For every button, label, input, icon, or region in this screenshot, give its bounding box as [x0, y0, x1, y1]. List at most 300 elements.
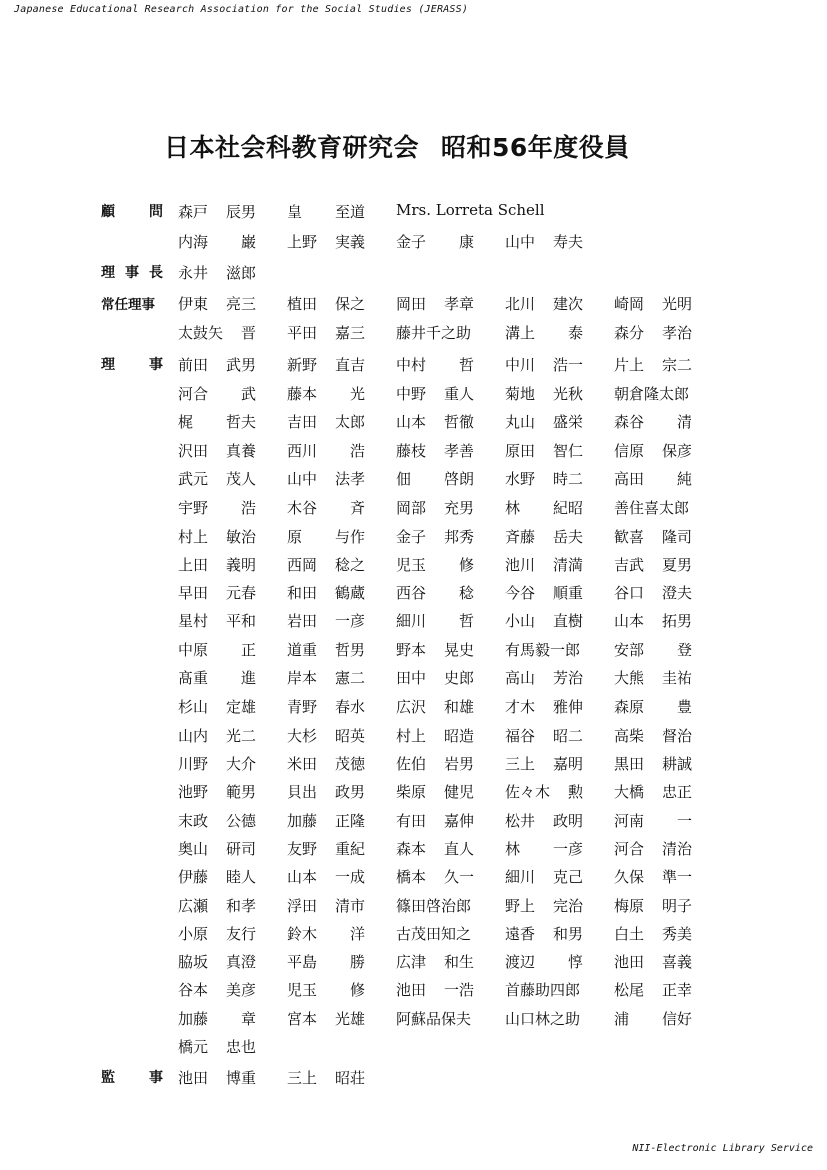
given-name: 保之 [334, 295, 365, 313]
role-char: 事 [149, 357, 163, 373]
given-name: 定雄 [225, 698, 256, 716]
title-year: 昭和56年度役員 [441, 133, 630, 162]
member-name: 首藤助四郎 [505, 981, 581, 999]
member-name [614, 1008, 692, 1028]
surname: 前田 [178, 356, 209, 374]
member-name [505, 497, 583, 517]
given-name: 和男 [552, 925, 583, 943]
member-name [396, 440, 474, 460]
given-name: 正隆 [334, 812, 365, 830]
given-name: 春水 [334, 698, 365, 716]
surname: 植田 [287, 295, 318, 313]
member-name [505, 895, 583, 915]
member-name [287, 781, 365, 801]
roster-row [0, 725, 827, 749]
surname: 木谷 [287, 499, 318, 517]
surname: 中村 [396, 356, 427, 374]
member-name [396, 554, 474, 574]
surname: 才木 [505, 698, 536, 716]
member-name [178, 866, 256, 886]
given-name: 充男 [443, 499, 474, 517]
given-name: 盛栄 [552, 413, 583, 431]
member-name [505, 951, 583, 971]
surname: 山内 [178, 727, 209, 745]
surname: 中原 [178, 641, 209, 659]
roster-row [0, 610, 827, 634]
given-name: 真養 [225, 442, 256, 460]
member-name [614, 610, 692, 630]
member-name [505, 923, 583, 943]
surname: 中野 [396, 385, 427, 403]
surname: 上田 [178, 556, 209, 574]
member-name [396, 667, 474, 687]
roster-row [0, 895, 827, 919]
role-char: 顧 [101, 204, 115, 220]
member-name [614, 923, 692, 943]
member-name [614, 667, 692, 687]
member-name [287, 526, 365, 546]
surname: 斉藤 [505, 528, 536, 546]
member-name [396, 810, 474, 830]
member-name [396, 354, 474, 374]
surname: 平田 [287, 324, 318, 342]
given-name: 保彦 [661, 442, 692, 460]
member-name [287, 554, 365, 574]
member-name [178, 526, 256, 546]
surname: 武元 [178, 470, 209, 488]
member-name [287, 497, 365, 517]
given-name: 芳治 [552, 669, 583, 687]
surname: 高山 [505, 669, 536, 687]
given-name: 政男 [334, 783, 365, 801]
surname: 山本 [287, 868, 318, 886]
surname: 脇坂 [178, 953, 209, 971]
surname: 大熊 [614, 669, 645, 687]
given-name: 範男 [225, 783, 256, 801]
given-name: 重人 [443, 385, 474, 403]
roster-row [0, 810, 827, 834]
role-char: 理 [101, 357, 115, 373]
surname: 菊地 [505, 385, 536, 403]
surname: 児玉 [287, 981, 318, 999]
surname: 友野 [287, 840, 318, 858]
member-name [178, 293, 256, 313]
surname: 歓喜 [614, 528, 645, 546]
given-name: 時二 [552, 470, 583, 488]
roster-row [0, 201, 827, 225]
member-name: Mrs. Lorreta Schell [396, 201, 545, 219]
given-name: 光雄 [334, 1010, 365, 1028]
surname: 林 [505, 499, 521, 517]
surname: 浮田 [287, 897, 318, 915]
given-name: 晃史 [443, 641, 474, 659]
surname: 金子 [396, 528, 427, 546]
member-name [505, 411, 583, 431]
member-name [505, 810, 583, 830]
roster-row [0, 526, 827, 550]
surname: 岡田 [396, 295, 427, 313]
surname: 岩田 [287, 612, 318, 630]
roster-row [0, 322, 827, 346]
member-name [287, 354, 365, 374]
member-name [396, 293, 474, 313]
roster-row [0, 951, 827, 975]
surname: 森原 [614, 698, 645, 716]
given-name: 茂徳 [334, 755, 365, 773]
member-name [178, 895, 256, 915]
given-name: 完治 [552, 897, 583, 915]
member-name [614, 895, 692, 915]
given-name: 光 [349, 385, 365, 403]
given-name: 浩 [240, 499, 256, 517]
surname: 谷本 [178, 981, 209, 999]
given-name: 光二 [225, 727, 256, 745]
member-name [614, 322, 692, 342]
member-name [287, 979, 365, 999]
surname: 貝出 [287, 783, 318, 801]
member-name: 有馬毅一郎 [505, 641, 581, 659]
surname: 藤本 [287, 385, 318, 403]
given-name: 信好 [661, 1010, 692, 1028]
surname: 高田 [614, 470, 645, 488]
surname: 奥山 [178, 840, 209, 858]
member-name: 善住喜太郎 [614, 499, 690, 517]
member-name [178, 383, 256, 403]
given-name: 順重 [552, 584, 583, 602]
surname: 丸山 [505, 413, 536, 431]
surname: 池田 [396, 981, 427, 999]
surname: 上野 [287, 233, 318, 251]
roster-row [0, 383, 827, 407]
member-name [396, 383, 474, 403]
given-name: 敏治 [225, 528, 256, 546]
member-name [614, 354, 692, 374]
member-name [614, 582, 692, 602]
roster-row [0, 838, 827, 862]
given-name: 孝善 [443, 442, 474, 460]
member-name [178, 838, 256, 858]
surname: 皇 [287, 203, 303, 221]
member-name [178, 582, 256, 602]
surname: 梶 [178, 413, 194, 431]
given-name: 茂人 [225, 470, 256, 488]
member-name [505, 554, 583, 574]
given-name: 研司 [225, 840, 256, 858]
given-name: 圭祐 [661, 669, 692, 687]
surname: 森谷 [614, 413, 645, 431]
given-name: 法孝 [334, 470, 365, 488]
member-name [614, 554, 692, 574]
given-name: 喜義 [661, 953, 692, 971]
roster-row [0, 354, 827, 378]
given-name: 美彦 [225, 981, 256, 999]
given-name: 直吉 [334, 356, 365, 374]
given-name: 平和 [225, 612, 256, 630]
given-name: 嘉伸 [443, 812, 474, 830]
member-name [178, 923, 256, 943]
surname: 杉山 [178, 698, 209, 716]
surname: 渡辺 [505, 953, 536, 971]
surname: 有田 [396, 812, 427, 830]
member-name [178, 201, 256, 221]
roster-row [0, 696, 827, 720]
member-name [396, 582, 474, 602]
roster-row [0, 1008, 827, 1032]
surname: 金子 [396, 233, 427, 251]
given-name: 滋郎 [225, 264, 256, 282]
surname: 和田 [287, 584, 318, 602]
surname: 新野 [287, 356, 318, 374]
surname: 梅原 [614, 897, 645, 915]
member-name [287, 322, 365, 342]
title-organization: 日本社会科教育研究会 [164, 133, 420, 162]
surname: 森分 [614, 324, 645, 342]
given-name: 清治 [661, 840, 692, 858]
member-name [287, 201, 365, 221]
surname: 岸本 [287, 669, 318, 687]
member-name [178, 696, 256, 716]
member-name [287, 696, 365, 716]
given-name: 宗二 [661, 356, 692, 374]
surname: 河合 [178, 385, 209, 403]
surname: 佃 [396, 470, 412, 488]
member-name: 阿蘇品保夫 [396, 1010, 472, 1028]
role-label: 常任理事 [101, 297, 155, 313]
given-name: 清満 [552, 556, 583, 574]
role-char: 問 [149, 204, 163, 220]
given-name: 巌 [240, 233, 256, 251]
given-name: 拓男 [661, 612, 692, 630]
surname: 髙重 [178, 669, 209, 687]
surname: 山本 [396, 413, 427, 431]
given-name: 明子 [661, 897, 692, 915]
member-name [287, 639, 365, 659]
surname: 小原 [178, 925, 209, 943]
member-name [178, 262, 256, 282]
member-name [287, 810, 365, 830]
surname: 末政 [178, 812, 209, 830]
given-name: 準一 [661, 868, 692, 886]
given-name: 孝治 [661, 324, 692, 342]
roster-row [0, 262, 827, 286]
surname: 池田 [178, 1069, 209, 1087]
surname: 村上 [396, 727, 427, 745]
roster-row [0, 1067, 827, 1091]
given-name: 光明 [661, 295, 692, 313]
member-name [287, 293, 365, 313]
member-name [178, 781, 256, 801]
roster-row [0, 923, 827, 947]
given-name: 純 [676, 470, 692, 488]
member-name [505, 231, 583, 251]
surname: 橋本 [396, 868, 427, 886]
surname: 岡部 [396, 499, 427, 517]
surname: 河合 [614, 840, 645, 858]
member-name [396, 725, 474, 745]
given-name: 正幸 [661, 981, 692, 999]
given-name: 嘉三 [334, 324, 365, 342]
given-name: 友行 [225, 925, 256, 943]
given-name: 和生 [443, 953, 474, 971]
surname: 大橋 [614, 783, 645, 801]
surname: 崎岡 [614, 295, 645, 313]
given-name: 一彦 [552, 840, 583, 858]
given-name: 哲徹 [443, 413, 474, 431]
given-name: 清 [676, 413, 692, 431]
member-name [287, 895, 365, 915]
member-name: 藤井千之助 [396, 324, 472, 342]
surname: 西川 [287, 442, 318, 460]
given-name: 清市 [334, 897, 365, 915]
surname: 青野 [287, 698, 318, 716]
given-name: 稔之 [334, 556, 365, 574]
member-name [614, 639, 692, 659]
member-name [505, 582, 583, 602]
surname: 谷口 [614, 584, 645, 602]
roster-row [0, 781, 827, 805]
member-name [287, 468, 365, 488]
surname: 吉武 [614, 556, 645, 574]
surname: 西岡 [287, 556, 318, 574]
member-name [396, 781, 474, 801]
member-name [287, 610, 365, 630]
given-name: 憲二 [334, 669, 365, 687]
surname: 安部 [614, 641, 645, 659]
given-name: 惇 [567, 953, 583, 971]
member-name [178, 440, 256, 460]
member-name [505, 293, 583, 313]
surname: 平島 [287, 953, 318, 971]
given-name: 斉 [349, 499, 365, 517]
member-name [505, 440, 583, 460]
given-name: 史郎 [443, 669, 474, 687]
surname: 広沢 [396, 698, 427, 716]
roster-row [0, 667, 827, 691]
role-label [101, 201, 163, 221]
surname: 山中 [505, 233, 536, 251]
member-name [614, 979, 692, 999]
given-name: 登 [676, 641, 692, 659]
member-name [178, 1067, 256, 1087]
member-name [178, 1036, 256, 1056]
member-name [287, 440, 365, 460]
member-name [614, 866, 692, 886]
member-name [178, 231, 256, 251]
given-name: 邦秀 [443, 528, 474, 546]
member-name [505, 322, 583, 342]
member-name: 篠田啓治郎 [396, 897, 472, 915]
surname: 太鼓矢 [178, 324, 224, 342]
surname: 藤枝 [396, 442, 427, 460]
surname: 山本 [614, 612, 645, 630]
surname: 米田 [287, 755, 318, 773]
given-name: 一 [676, 812, 692, 830]
given-name: 昭二 [552, 727, 583, 745]
given-name: 勝 [349, 953, 365, 971]
given-name: 健児 [443, 783, 474, 801]
surname: 村上 [178, 528, 209, 546]
surname: 大杉 [287, 727, 318, 745]
member-name [396, 610, 474, 630]
given-name: 岳夫 [552, 528, 583, 546]
given-name: 正 [240, 641, 256, 659]
surname: 野上 [505, 897, 536, 915]
member-name [396, 866, 474, 886]
member-name [396, 526, 474, 546]
member-name [505, 383, 583, 403]
surname: 森戸 [178, 203, 209, 221]
surname: 久保 [614, 868, 645, 886]
surname: 遠香 [505, 925, 536, 943]
given-name: 啓朗 [443, 470, 474, 488]
given-name: 実義 [334, 233, 365, 251]
member-name [287, 411, 365, 431]
roster-row [0, 582, 827, 606]
surname: 星村 [178, 612, 209, 630]
given-name: 博重 [225, 1069, 256, 1087]
member-name: 山口林之助 [505, 1010, 581, 1028]
member-name [178, 753, 256, 773]
role-char: 理 [101, 265, 115, 281]
member-name [614, 440, 692, 460]
surname: 川野 [178, 755, 209, 773]
given-name: 康 [458, 233, 474, 251]
surname: 宇野 [178, 499, 209, 517]
given-name: 孝章 [443, 295, 474, 313]
member-name [396, 951, 474, 971]
surname: 佐伯 [396, 755, 427, 773]
given-name: 政明 [552, 812, 583, 830]
given-name: 昭荘 [334, 1069, 365, 1087]
given-name: 義明 [225, 556, 256, 574]
member-name [178, 468, 256, 488]
member-name [396, 231, 474, 251]
member-name [614, 411, 692, 431]
member-name [505, 468, 583, 488]
member-name [287, 667, 365, 687]
given-name: 智仁 [552, 442, 583, 460]
given-name: 亮三 [225, 295, 256, 313]
given-name: 哲夫 [225, 413, 256, 431]
member-name [287, 1067, 365, 1087]
surname: 佐々木 [505, 783, 551, 801]
surname: 北川 [505, 295, 536, 313]
member-name [178, 354, 256, 374]
member-name [614, 951, 692, 971]
given-name: 夏男 [661, 556, 692, 574]
given-name: 直人 [443, 840, 474, 858]
member-name [178, 725, 256, 745]
given-name: 哲男 [334, 641, 365, 659]
surname: 早田 [178, 584, 209, 602]
member-name [396, 979, 474, 999]
surname: 西谷 [396, 584, 427, 602]
given-name: 久一 [443, 868, 474, 886]
surname: 中川 [505, 356, 536, 374]
given-name: 雅伸 [552, 698, 583, 716]
footer-note: NII-Electronic Library Service [632, 1143, 813, 1154]
roster-row [0, 554, 827, 578]
given-name: 哲 [458, 356, 474, 374]
role-char: 事 [125, 265, 139, 281]
surname: 松井 [505, 812, 536, 830]
member-name [614, 696, 692, 716]
given-name: 一成 [334, 868, 365, 886]
member-name [396, 753, 474, 773]
surname: 伊東 [178, 295, 209, 313]
member-name [614, 753, 692, 773]
given-name: 重紀 [334, 840, 365, 858]
